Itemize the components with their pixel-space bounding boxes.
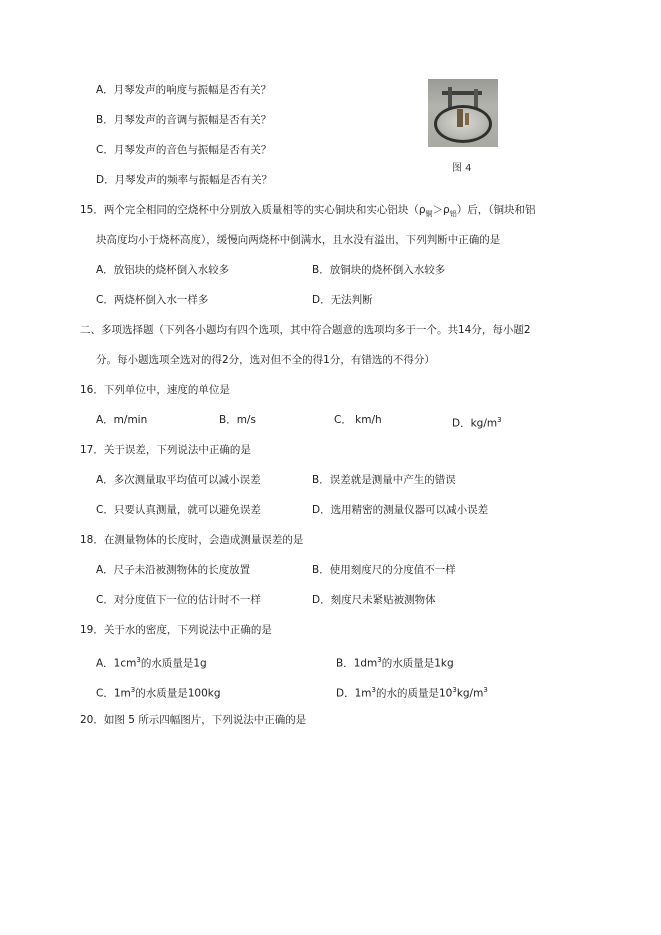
q16-stem: 16．下列单位中，速度的单位是	[80, 384, 230, 396]
q18-option-a: A．尺子未沿被测物体的长度放置	[96, 564, 251, 576]
q17-option-c: C．只要认真测量，就可以避免误差	[96, 504, 261, 516]
section2-heading-line1: 二、多项选择题（下列各小题均有四个选项，其中符合题意的选项均多于一个。共14分，每小题2	[80, 324, 531, 336]
q19-b-post: 的水质量是1kg	[381, 657, 454, 670]
figure-4-caption: 图 4	[452, 163, 472, 174]
q15-option-b: B．放铜块的烧杯倒入水较多	[312, 264, 446, 276]
q19-a-sup: 3	[136, 656, 141, 664]
figure-4-photo	[428, 79, 498, 147]
q16-option-c: C． km/h	[334, 414, 382, 426]
q14-option-b: B．月琴发声的音调与振幅是否有关？	[96, 114, 272, 126]
q15-option-d: D．无法判断	[312, 294, 373, 306]
q14-option-d: D．月琴发声的频率与振幅是否有关？	[96, 174, 273, 186]
q19-a-pre: A．1cm	[96, 657, 137, 670]
q18-option-c: C．对分度值下一位的估计时不一样	[96, 594, 261, 606]
q16-option-d-sup: 3	[497, 416, 502, 424]
q19-c-sup: 3	[130, 686, 136, 694]
q19-b-pre: B．1dm	[336, 657, 378, 670]
q19-d-pre: D．1m	[336, 687, 372, 700]
rho-symbol: ρ	[418, 204, 426, 216]
q20-stem: 20．如图 5 所示四幅图片，下列说法中正确的是	[80, 714, 307, 726]
q19-a-post: 的水质量是1g	[140, 657, 207, 670]
q16-option-b: B．m/s	[219, 414, 256, 426]
q19-option-b	[336, 653, 454, 671]
q19-b-sup: 3	[377, 656, 382, 664]
q15-stem-line1	[80, 203, 535, 221]
q15-stem-part1: 15．两个完全相同的空烧杯中分别放入质量相等的实心铜块和实心铝块（	[80, 204, 419, 216]
q16-option-d-text: D．kg/m	[452, 417, 498, 430]
q15-stem-part2: ）后，（铜块和铝	[456, 204, 536, 216]
q18-option-d: D．刻度尺未紧贴被测物体	[312, 594, 436, 606]
q19-stem: 19．关于水的密度，下列说法中正确的是	[80, 624, 272, 636]
q19-option-d	[336, 683, 488, 701]
q15-option-c: C．两烧杯倒入水一样多	[96, 294, 209, 306]
q17-option-b: B．误差就是测量中产生的错误	[312, 474, 456, 486]
rho-sub-aluminum: 铝	[449, 210, 457, 219]
q19-c-post: 的水质量是100kg	[135, 687, 221, 700]
q17-option-d: D．选用精密的测量仪器可以减小误差	[312, 504, 489, 516]
q15-option-a: A．放铝块的烧杯倒入水较多	[96, 264, 230, 276]
q19-option-a	[96, 653, 207, 671]
q15-stem-line2: 块高度均小于烧杯高度），缓慢向两烧杯中倒满水，且水没有溢出，下列判断中正确的是	[96, 234, 501, 246]
section2-heading-line2: 分。每小题选项全选对的得2分，选对但不全的得1分，有错选的不得分）	[96, 354, 435, 366]
q18-option-b: B．使用刻度尺的分度值不一样	[312, 564, 456, 576]
q17-stem: 17．关于误差，下列说法中正确的是	[80, 444, 251, 456]
q18-stem: 18．在测量物体的长度时，会造成测量误差的是	[80, 534, 304, 546]
rho-sub-copper: 铜	[425, 210, 433, 219]
q19-d-sup2: 3	[452, 686, 457, 694]
greater-than: ＞	[432, 204, 444, 216]
q19-option-c	[96, 683, 221, 701]
rho-symbol-2: ρ	[443, 204, 450, 216]
q19-d-sup: 3	[371, 686, 376, 694]
q16-option-a: A．m/min	[96, 414, 148, 426]
q19-d-post: kg/m	[456, 687, 484, 700]
q19-d-mid: 的水的质量是10	[375, 687, 453, 700]
q14-option-c: C．月琴发声的音色与振幅是否有关？	[96, 144, 272, 156]
q14-option-a: A．月琴发声的响度与振幅是否有关？	[96, 84, 272, 96]
q17-option-a: A．多次测量取平均值可以减小误差	[96, 474, 261, 486]
q16-option-d	[452, 413, 502, 431]
q19-d-sup3: 3	[483, 686, 488, 694]
q19-c-pre: C．1m	[96, 687, 131, 700]
